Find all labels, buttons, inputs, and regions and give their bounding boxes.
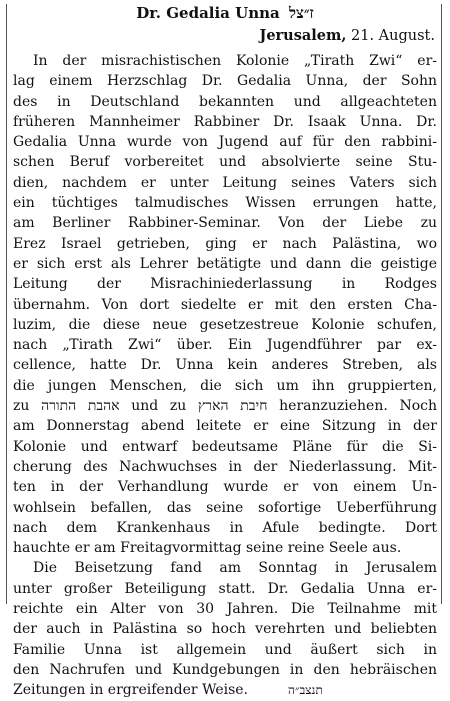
text-line: nach dem Krankenhaus in Afule bedingte. Dort [13,519,437,536]
paragraph-1 [13,51,437,558]
paragraph-2 [13,558,437,700]
text-line: der auch in Palästina so hoch verehrten und beliebten [13,621,437,638]
text-line [13,680,437,700]
text-line: schen Beruf vorbereitet und absolvierte seine Stu- [13,154,437,171]
text-line: Erez Israel getrieben, ging er nach Palästina, wo [13,235,437,252]
text-line: er sich erst als Lehrer betätigte und dann die geistige [13,255,437,272]
title-hebrew: ז״צל [288,4,314,22]
text-line: Gedalia Unna wurde von Jugend auf für den rabbini- [13,134,437,151]
dateline-date: 21. August. [351,28,435,44]
article-title [13,4,437,23]
text-line: die jungen Menschen, die sich um ihn gruppierten, [13,377,437,394]
text-line: reichte ein Alter von 30 Jahren. Die Teilnahme mit [13,601,437,618]
text-line: Familie Unna ist allgemein und äußert sich in [13,641,437,658]
text-line: In der misrachistischen Kolonie „Tirath Zwi“ er- [33,53,437,69]
text-line: luzim, die diese neue gesetzestreue Kolonie schufen, [13,316,437,333]
text-line: am Berliner Rabbiner-Seminar. Von der Liebe zu [13,215,437,232]
text-line: ten in der Verhandlung wurde er von einem Un- [13,479,437,496]
text-line: wohlsein befallen, das seine sofortige Ueberführung [13,499,437,516]
text-line: früheren Mannheimer Rabbiner Dr. Isaak Unna. Dr. [13,113,437,130]
text-line: Leitung der Misrachiniederlassung in Rodges [13,276,437,293]
text-line: cellence, hatte Dr. Unna kein anderes Streben, als [13,357,437,374]
text-line: ein tüchtiges talmudisches Wissen errungen hatte, [13,195,437,212]
text-line: am Donnerstag abend leitete er eine Sitzung in der [13,418,437,435]
text-line: den Nachrufen und Kundgebungen in den hebräischen [13,661,437,678]
text-line: nach „Tirath Zwi“ über. Ein Jugendführer par ex- [13,337,437,354]
closing-text: Zeitungen in ergreifender Weise. [13,682,249,699]
text-line: Kolonie und entwarf bedeutsame Pläne für die Si- [13,438,437,455]
text-line: hauchte er am Freitagvormittag seine reine Seele aus. [13,540,402,557]
text-line: zu אהבת התורה und zu חיבת הארץ heranzuziehen. Noch [13,398,437,415]
text-line: cherung des Nachwuchses in der Niederlassung. Mit- [13,458,437,475]
title-name: Dr. Gedalia Unna [136,4,280,22]
text-line: Die Beisetzung fand am Sonntag in Jerusalem [33,560,437,577]
text-line: unter großer Beteiligung statt. Dr. Gedalia Unna er- [13,580,437,597]
dateline-place: Jerusalem, [259,27,347,44]
text-line: lag einem Herzschlag Dr. Gedalia Unna, der Sohn [13,73,437,90]
signature-hebrew: תנצב״ה [288,683,323,698]
dateline [13,25,435,47]
newspaper-clipping [6,4,442,699]
text-line: dien, nachdem er unter Leitung seines Vaters sich [13,174,437,191]
text-line: des in Deutschland bekannten und allgeachteten [13,93,437,110]
text-line: übernahm. Von dort siedelte er mit den ersten Cha- [13,296,437,313]
